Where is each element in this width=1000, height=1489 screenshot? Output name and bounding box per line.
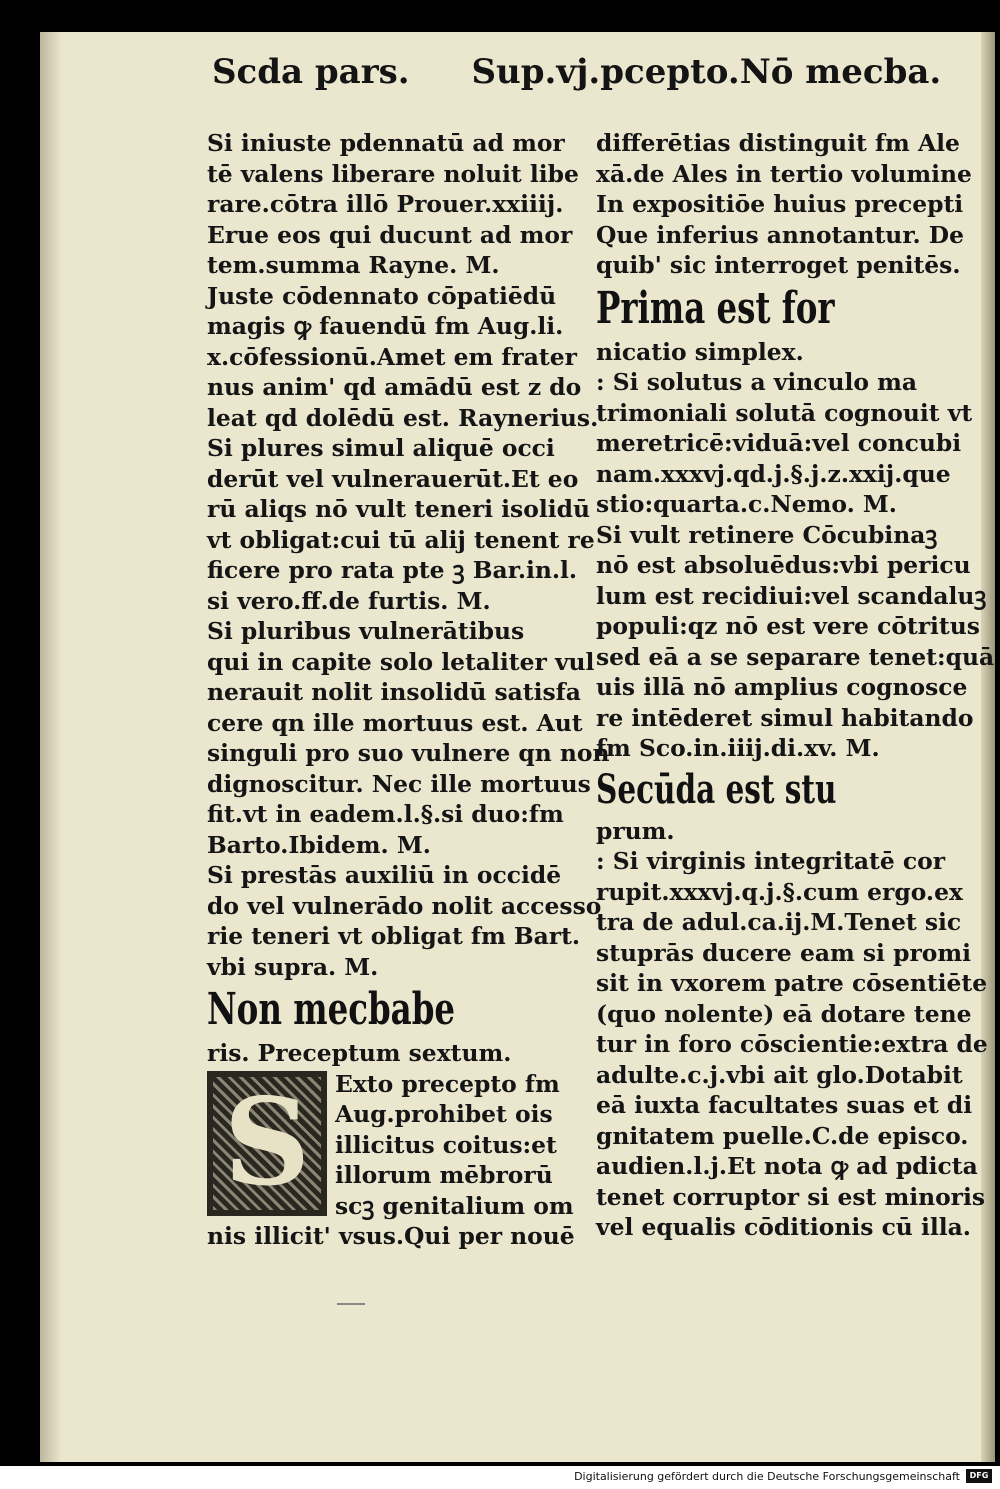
text-line: Aug.prohibet ois — [335, 1100, 553, 1128]
funding-credit: Digitalisierung gefördert durch die Deutsche Forschungsgemeinschaft — [574, 1470, 960, 1483]
drop-cap-paragraph — [207, 1069, 607, 1222]
text-line: illicitus coitus:et — [335, 1130, 557, 1159]
text-line: magis ꝙ fauendū fm Aug.li. — [207, 312, 564, 340]
text-line: : Si virginis integritatē cor — [596, 847, 946, 875]
text-line: audien.l.j.Et nota ꝙ ad pdicta — [596, 1152, 978, 1180]
text-line: Si plures simul aliquē occi — [207, 434, 555, 462]
text-line: rare.cōtra illō Prouer.xxiiij. — [207, 190, 564, 218]
text-line: fit.vt in eadem.l.§.si duo:fm — [207, 800, 564, 828]
text-line: derūt vel vulnerauerūt.Et eo — [207, 464, 579, 493]
text-line: nō est absoluēdus:vbi pericu — [596, 551, 971, 579]
text-line: rupit.xxxvj.q.j.§.cum ergo.ex — [596, 877, 963, 906]
drop-cap-initial — [207, 1071, 327, 1216]
text-line: nerauit nolit insolidū satisfa — [207, 678, 581, 706]
text-line: xā.de Ales in tertio volumine — [596, 159, 972, 188]
text-line: tra de adul.ca.ij.M.Tenet sic — [596, 908, 962, 936]
text-line: leat qd dolēdū est. Raynerius. — [207, 403, 599, 432]
text-line: sed eā a se separare tenet:quā — [596, 642, 995, 671]
section-subheading: ris. Preceptum sextum. — [207, 1039, 512, 1067]
gutter-shadow — [40, 32, 62, 1462]
text-line: quib' sic interroget penitēs. — [596, 251, 961, 279]
text-line: gnitatem puelle.C.de episco. — [596, 1121, 969, 1150]
text-line: Si pluribus vulnerātibus — [207, 617, 525, 645]
text-line: vel equalis cōditionis cū illa. — [596, 1213, 971, 1241]
text-line: Si vult retinere Cōcubinaꝫ — [596, 520, 938, 549]
text-line: nam.xxxvj.qd.j.§.j.z.xxij.que — [596, 459, 951, 488]
text-line: Si prestās auxiliū in occidē — [207, 861, 562, 889]
section-heading: Prima est for — [596, 282, 835, 334]
text-line: differētias distinguit fm Ale — [596, 129, 960, 157]
text-line: re intēderet simul habitando — [596, 703, 974, 732]
text-line: do vel vulnerādo nolit accesso — [207, 891, 602, 920]
text-line: tē valens liberare noluit libe — [207, 159, 579, 188]
text-line: stio:quarta.c.Nemo. M. — [596, 490, 897, 518]
section-heading: Secūda est stu — [596, 765, 837, 813]
text-line: Barto.Ibidem. M. — [207, 830, 431, 859]
text-line: rie teneri vt obligat fm Bart. — [207, 922, 581, 950]
text-line: nicatio simplex. — [596, 337, 804, 366]
text-line: adulte.c.j.vbi ait glo.Dotabit — [596, 1060, 963, 1089]
text-line: Que inferius annotantur. De — [596, 220, 964, 249]
text-line: singuli pro suo vulnere qn non — [207, 739, 610, 767]
text-line: sit in vxorem patre cōsentiēte — [596, 969, 988, 997]
text-line: eā iuxta facultates suas et di — [596, 1091, 973, 1119]
text-line: tem.summa Rayne. M. — [207, 251, 500, 279]
text-line: fm Sco.in.iiij.di.xv. M. — [596, 734, 880, 762]
header-title: Sup.vj.pcepto.Nō mecba. — [471, 52, 942, 92]
header-part: Scda pars. — [212, 52, 410, 92]
section-heading: Non mecbabe — [207, 984, 456, 1035]
text-line: lum est recidiui:vel scandaluꝫ — [596, 581, 987, 610]
text-line: scꝫ genitalium om — [335, 1191, 574, 1220]
footer-bar — [0, 1466, 1000, 1489]
text-line: nis illicit' vsus.Qui per nouē — [207, 1222, 575, 1250]
text-line: rū aliqs nō vult teneri isolidū — [207, 495, 590, 523]
text-line: uis illā nō amplius cognosce — [596, 673, 968, 701]
text-line: illorum mēbrorū — [335, 1161, 553, 1189]
right-column — [596, 128, 995, 1243]
text-line: (quo nolente) eā dotare tene — [596, 999, 972, 1028]
text-line: In expositiōe huius precepti — [596, 190, 964, 218]
text-line: qui in capite solo letaliter vul — [207, 647, 595, 676]
text-line: Si iniuste pdennatū ad mor — [207, 129, 565, 157]
page-mark — [337, 1303, 365, 1305]
left-column — [207, 128, 610, 1252]
text-line: Juste cōdennato cōpatiēdū — [207, 281, 557, 310]
text-line: tenet corruptor si est minoris — [596, 1182, 986, 1211]
text-line: x.cōfessionū.Amet em frater — [207, 342, 577, 371]
text-line: prum. — [596, 816, 675, 845]
dfg-logo-icon: DFG — [966, 1469, 992, 1483]
text-line: : Si solutus a vinculo ma — [596, 368, 918, 396]
left-text-block — [207, 128, 610, 982]
text-line: trimoniali solutā cognouit vt — [596, 398, 973, 427]
text-line: Erue eos qui ducunt ad mor — [207, 220, 573, 249]
text-line: tur in foro cōscientie:extra de — [596, 1030, 988, 1058]
text-line: cere qn ille mortuus est. Aut — [207, 708, 583, 737]
text-line: ficere pro rata pte ꝫ Bar.in.l. — [207, 556, 578, 584]
running-header — [212, 52, 952, 92]
text-line: meretricē:viduā:vel concubi — [596, 429, 962, 457]
text-line: stuprās ducere eam si promi — [596, 938, 972, 967]
text-line: nus anim' qd amādū est z do — [207, 373, 582, 401]
text-line: Exto precepto fm — [335, 1069, 560, 1098]
text-line: populi:qz nō est vere cōtritus — [596, 612, 980, 640]
drop-cap-letter: S — [223, 1072, 311, 1213]
text-line: dignoscitur. Nec ille mortuus — [207, 769, 591, 798]
text-line: vt obligat:cui tū alij tenent re — [207, 525, 595, 554]
text-line: vbi supra. M. — [207, 952, 379, 981]
text-line: si vero.ff.de furtis. M. — [207, 586, 491, 615]
